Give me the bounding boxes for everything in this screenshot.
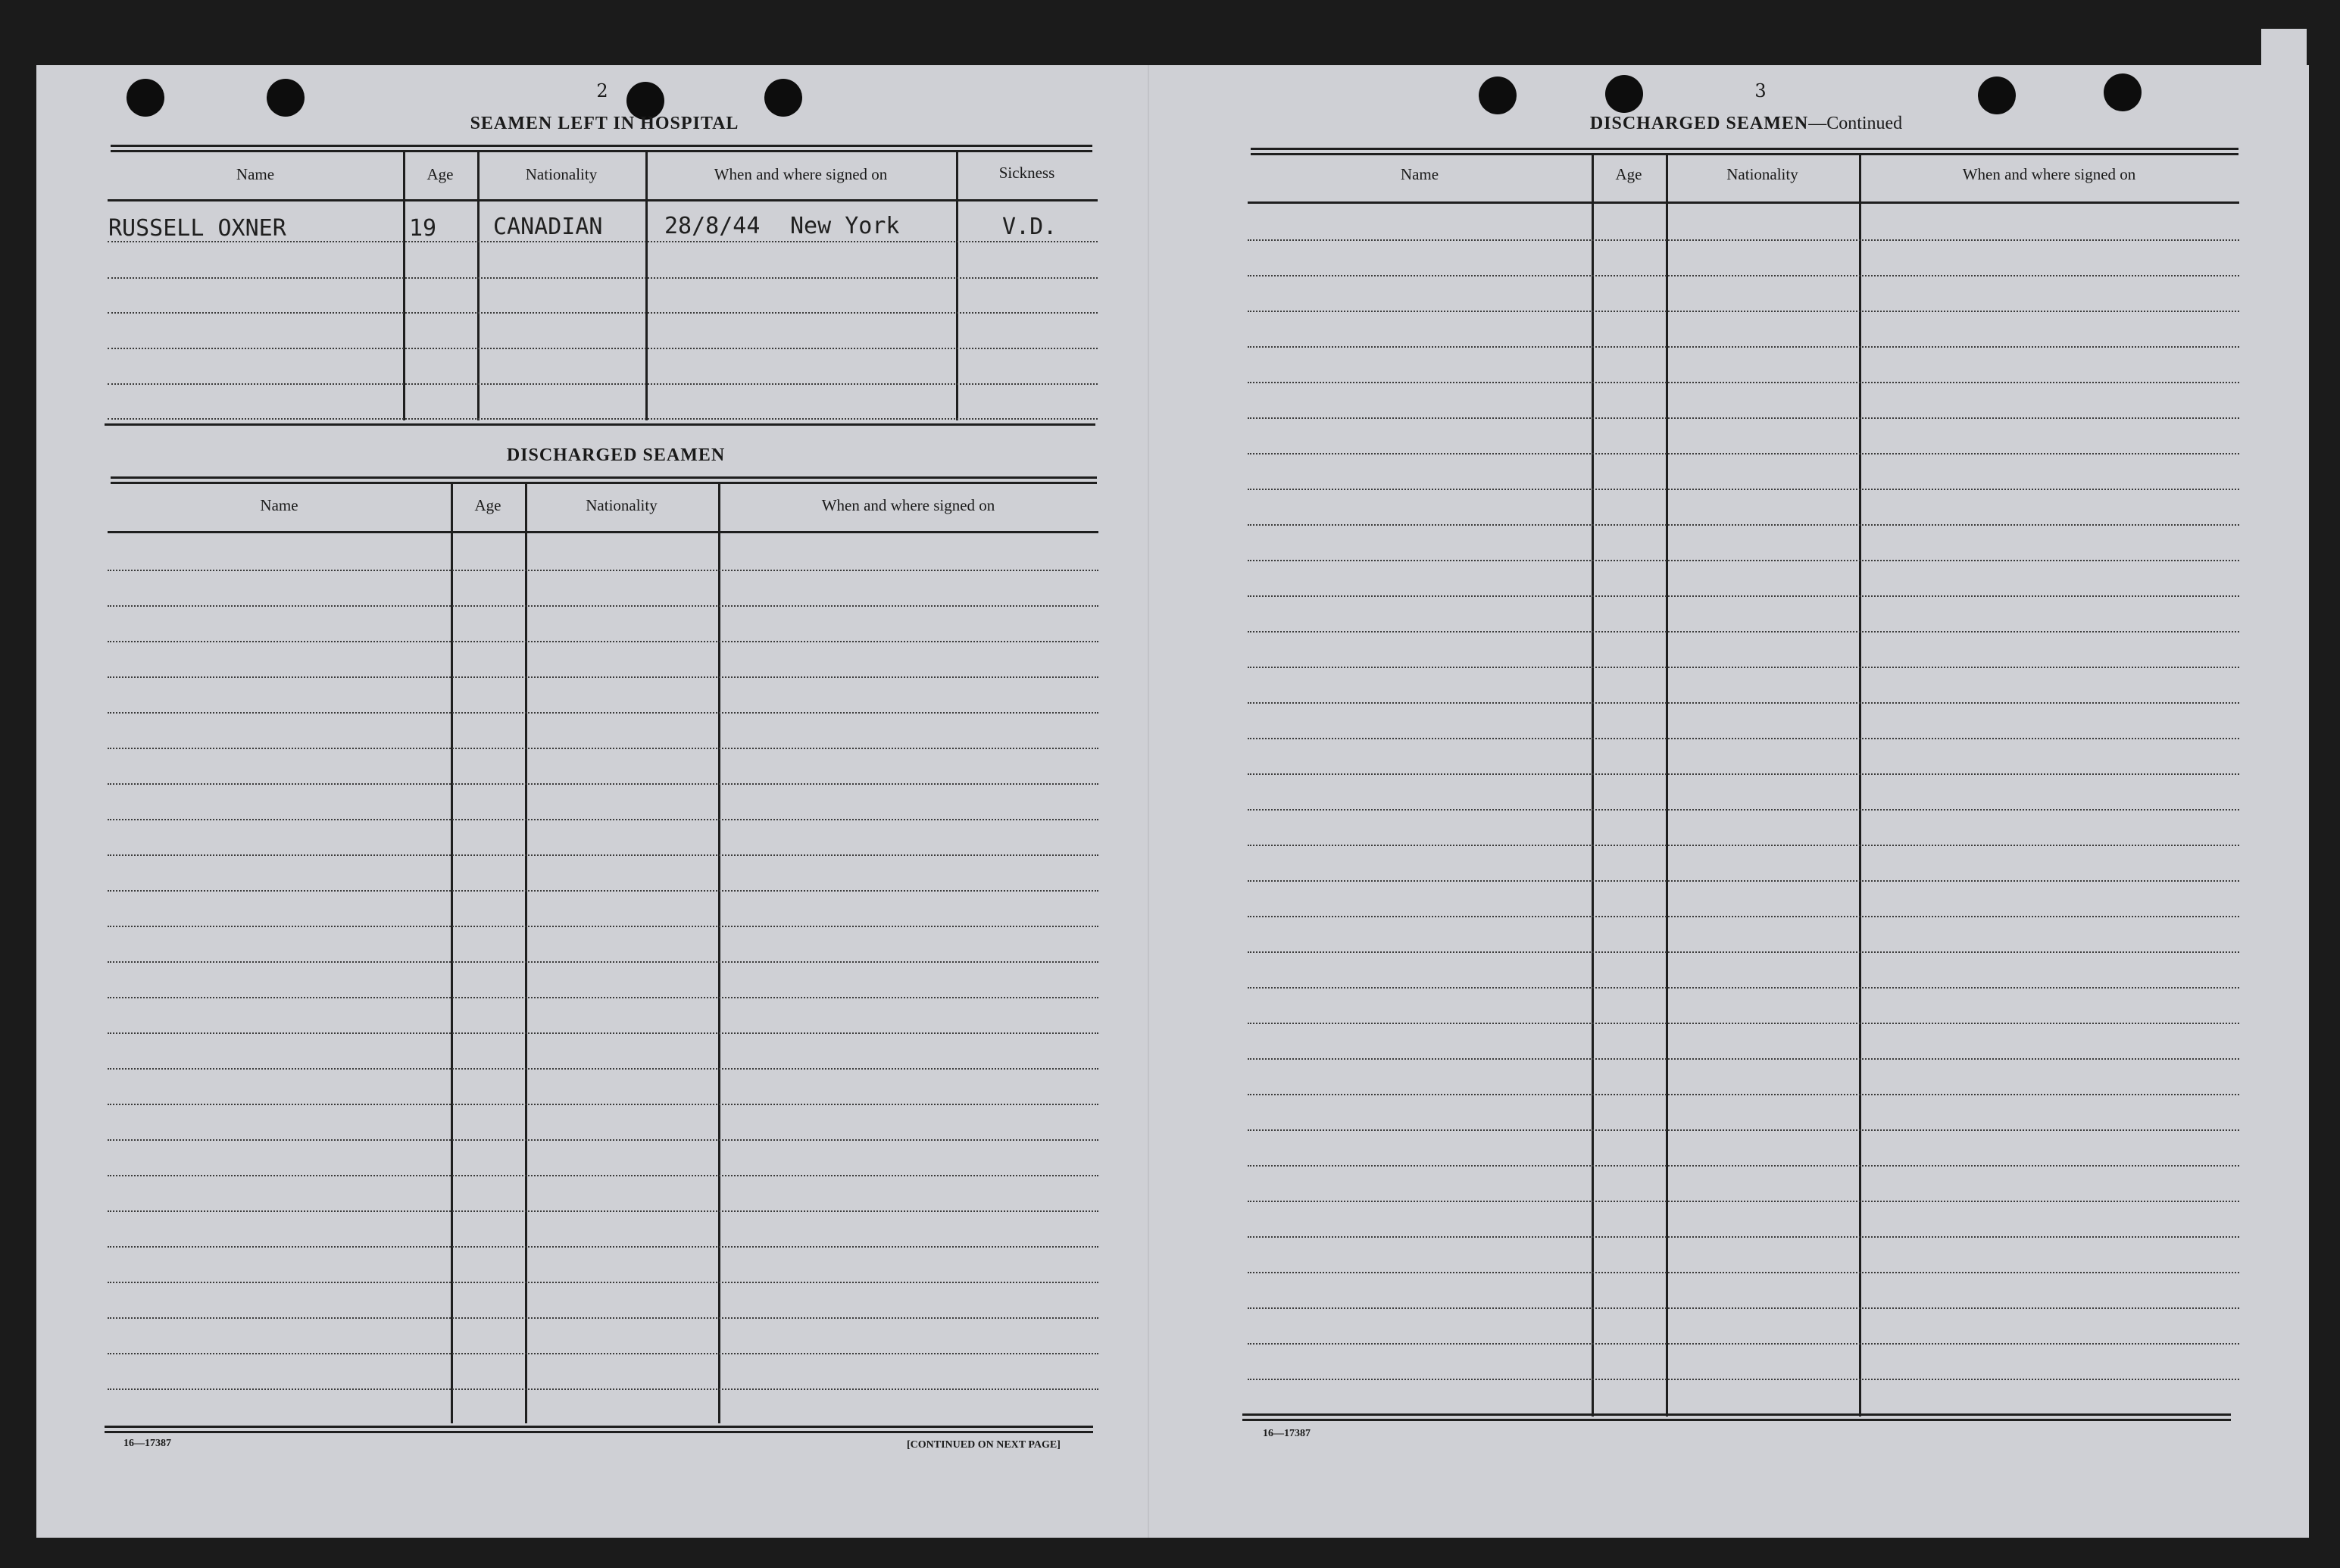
section-title-discharged: DISCHARGED SEAMEN: [506, 445, 726, 465]
row-line: [1248, 1023, 2239, 1024]
entry-name: RUSSELL OXNER: [108, 215, 286, 242]
punch-hole: [1479, 77, 1517, 114]
entry-age: 19: [409, 215, 437, 242]
column-divider: [956, 152, 958, 420]
row-line: [1248, 524, 2239, 526]
header-rule: [108, 531, 1098, 533]
row-line: [108, 997, 1098, 998]
column-header-signed-on: When and where signed on: [1962, 165, 2136, 183]
column-divider: [1859, 155, 1861, 1417]
form-number: 16—17387: [123, 1438, 171, 1449]
column-header-nationality: Nationality: [586, 496, 658, 514]
double-rule: [1251, 148, 2238, 155]
row-line: [1248, 382, 2239, 383]
row-line: [108, 926, 1098, 927]
row-line: [108, 277, 1098, 279]
row-line: [1248, 1201, 2239, 1202]
row-line: [1248, 667, 2239, 668]
row-line: [108, 1353, 1098, 1354]
row-line: [108, 605, 1098, 607]
punch-hole: [127, 79, 164, 117]
row-line: [1248, 951, 2239, 953]
page-number: 3: [1754, 80, 1767, 102]
row-line: [1248, 1236, 2239, 1238]
row-line: [1248, 1129, 2239, 1131]
row-line: [1248, 1343, 2239, 1345]
page-fold: [1148, 65, 1149, 1538]
punch-hole: [1605, 75, 1643, 113]
row-line: [108, 383, 1098, 385]
row-line: [1248, 560, 2239, 561]
form-number: 16—17387: [1263, 1428, 1311, 1439]
double-rule: [105, 1426, 1093, 1433]
title-main: DISCHARGED SEAMEN: [1589, 114, 1809, 133]
column-divider: [403, 152, 405, 420]
row-line: [108, 748, 1098, 749]
row-line: [108, 348, 1098, 349]
page-number: 2: [596, 80, 608, 102]
column-header-name: Name: [236, 165, 275, 183]
column-header-signed-on: When and where signed on: [821, 496, 995, 514]
row-line: [1248, 702, 2239, 704]
column-divider: [1592, 155, 1594, 1417]
row-line: [1248, 1379, 2239, 1380]
row-line: [1248, 987, 2239, 989]
section-bottom-rule: [105, 423, 1095, 426]
row-line: [1248, 489, 2239, 490]
row-line: [108, 1282, 1098, 1283]
row-line: [1248, 346, 2239, 348]
row-line: [1248, 880, 2239, 882]
row-line: [1248, 773, 2239, 775]
punch-hole: [764, 79, 802, 117]
row-line: [1248, 1058, 2239, 1060]
punch-hole: [1978, 77, 2016, 114]
column-header-name: Name: [260, 496, 298, 514]
row-line: [108, 819, 1098, 820]
row-line: [108, 641, 1098, 642]
section-title-hospital: SEAMEN LEFT IN HOSPITAL: [470, 114, 739, 133]
punch-hole: [2104, 73, 2142, 111]
row-line: [1248, 417, 2239, 419]
row-line: [1248, 809, 2239, 811]
row-line: [1248, 595, 2239, 597]
row-line: [1248, 738, 2239, 739]
column-header-age: Age: [474, 496, 501, 514]
row-line: [108, 961, 1098, 963]
row-line: [1248, 1272, 2239, 1273]
column-header-signed-on: When and where signed on: [714, 165, 888, 183]
row-line: [108, 1032, 1098, 1034]
double-rule: [111, 145, 1092, 152]
title-suffix: —Continued: [1808, 114, 1903, 133]
double-rule: [111, 476, 1097, 484]
row-line: [108, 1388, 1098, 1390]
column-header-age: Age: [1615, 165, 1642, 183]
row-line: [108, 854, 1098, 856]
row-line: [1248, 1165, 2239, 1167]
section-title-discharged-continued: [1561, 114, 1932, 134]
column-divider: [1666, 155, 1668, 1417]
entry-date: 28/8/44: [664, 213, 761, 239]
column-header-name: Name: [1400, 165, 1439, 183]
row-line: [1248, 275, 2239, 276]
row-line: [108, 418, 1098, 420]
header-rule: [1248, 201, 2239, 204]
row-line: [108, 570, 1098, 571]
entry-nationality: CANADIAN: [493, 214, 603, 240]
column-header-nationality: Nationality: [1726, 165, 1798, 183]
row-line: [108, 712, 1098, 714]
column-divider: [477, 152, 480, 420]
row-line: [1248, 1307, 2239, 1309]
column-header-sickness: Sickness: [998, 164, 1055, 182]
row-line: [108, 1317, 1098, 1319]
row-line: [1248, 239, 2239, 241]
sheet-corner: [2261, 29, 2307, 74]
header-rule: [108, 199, 1098, 201]
row-line: [108, 1139, 1098, 1141]
column-header-age: Age: [426, 165, 454, 183]
row-line: [108, 312, 1098, 314]
row-line: [1248, 631, 2239, 633]
row-line: [1248, 845, 2239, 846]
row-line: [1248, 1094, 2239, 1095]
punch-hole: [267, 79, 305, 117]
row-line: [1248, 453, 2239, 454]
entry-sickness: V.D.: [1002, 214, 1058, 240]
row-line: [108, 1246, 1098, 1248]
row-line: [108, 1210, 1098, 1212]
continued-note: [CONTINUED ON NEXT PAGE]: [907, 1439, 1061, 1451]
row-line: [108, 783, 1098, 785]
row-line: [108, 1175, 1098, 1176]
entry-place: New York: [790, 213, 900, 239]
column-header-nationality: Nationality: [525, 165, 598, 183]
row-line: [1248, 916, 2239, 917]
row-line: [108, 676, 1098, 678]
double-rule: [1242, 1413, 2231, 1421]
row-line: [1248, 311, 2239, 312]
column-divider: [645, 152, 648, 420]
row-line: [108, 1068, 1098, 1070]
row-line: [108, 1104, 1098, 1105]
row-line: [108, 890, 1098, 892]
